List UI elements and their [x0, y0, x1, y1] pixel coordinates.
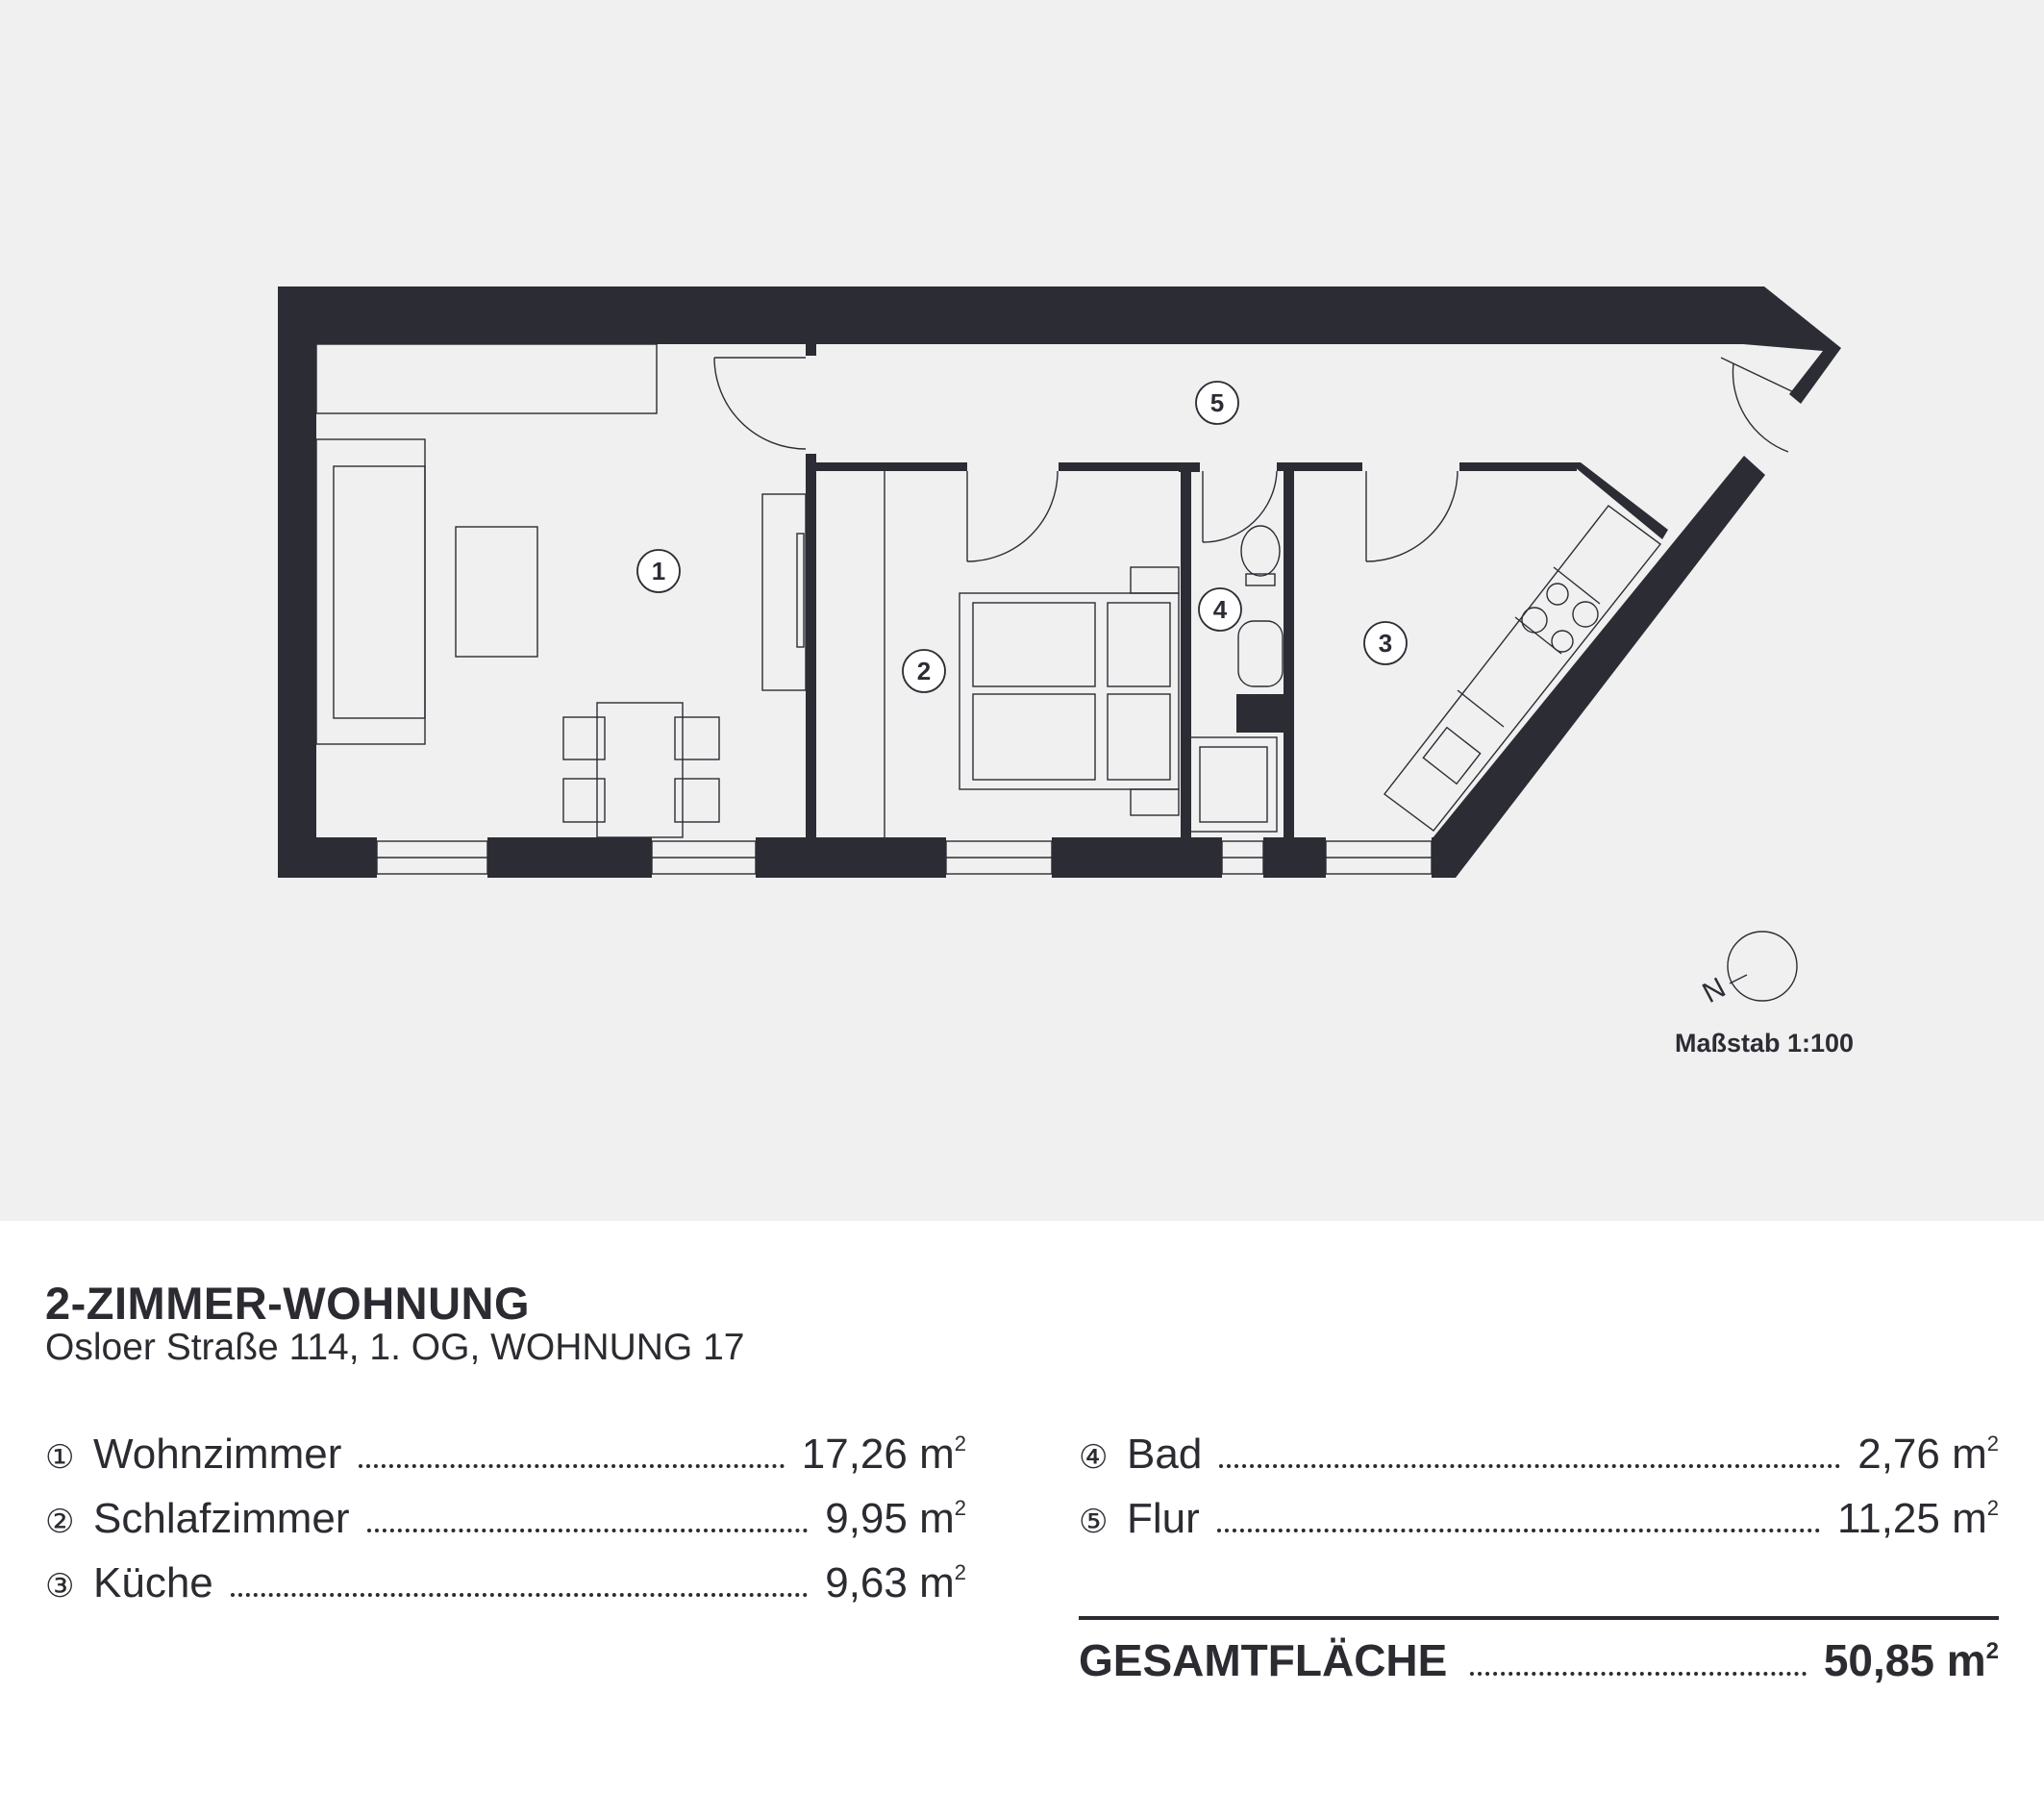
room-marker-1 — [637, 550, 680, 592]
svg-text:4: 4 — [1212, 595, 1228, 624]
sink — [1238, 621, 1283, 686]
dot-leader — [1217, 1529, 1820, 1532]
living-room-furniture — [316, 344, 806, 837]
chair — [675, 717, 719, 759]
chair — [563, 717, 605, 759]
total-label: GESAMTFLÄCHE — [1079, 1635, 1448, 1685]
room-name: Schlafzimmer — [93, 1495, 350, 1542]
room-marker-label: ⑤ — [1079, 1503, 1109, 1541]
stove-burner — [1522, 608, 1547, 633]
apartment-info — [0, 1221, 2044, 1817]
room-name: Flur — [1127, 1495, 1200, 1542]
svg-text:5: 5 — [1209, 388, 1225, 417]
room-marker-label: ③ — [45, 1567, 75, 1605]
wall-bottom-seg — [278, 837, 377, 878]
room-area: 17,26 $m^2$ — [801, 1431, 966, 1478]
svg-text:2: 2 — [916, 657, 932, 685]
pillow — [1108, 603, 1170, 686]
room-area: 9,63 $m^2$ — [825, 1559, 966, 1606]
total-area-row — [1079, 1634, 1999, 1686]
stove-burner — [1573, 602, 1598, 627]
room-marker-5 — [1196, 382, 1238, 424]
svg-text:3: 3 — [1378, 629, 1393, 658]
compass-icon — [1697, 932, 1797, 1009]
compass-north-letter: N — [1697, 971, 1732, 1010]
coffee-table — [456, 527, 537, 657]
wall-bottom-seg — [1263, 837, 1326, 878]
toilet — [1241, 526, 1280, 576]
dot-leader — [359, 1464, 784, 1468]
room-marker-2 — [903, 650, 945, 692]
apartment-address: Osloer Straße 114, 1. OG, WOHNUNG 17 — [45, 1327, 745, 1368]
dot-leader — [231, 1593, 808, 1597]
room-marker-label: ① — [45, 1438, 75, 1477]
doors — [714, 358, 1798, 561]
wall-left — [278, 286, 316, 878]
room-row-kueche — [45, 1559, 966, 1607]
apartment-title: 2-ZIMMER-WOHNUNG — [45, 1278, 531, 1329]
wall-top — [278, 286, 1841, 404]
total-divider — [1079, 1616, 1999, 1620]
pillow — [973, 694, 1095, 780]
wall-bottom-seg — [1432, 837, 1456, 878]
room-area: 2,76 $m^2$ — [1857, 1431, 1999, 1478]
room-name: Küche — [93, 1559, 213, 1606]
stove-burner — [1547, 584, 1568, 605]
svg-text:1: 1 — [651, 557, 666, 585]
room-area: 11,25 $m^2$ — [1837, 1495, 1999, 1542]
bathroom-fixtures — [1190, 526, 1283, 832]
nightstand — [1131, 789, 1179, 815]
shower — [1190, 737, 1277, 832]
wall-bottom-seg — [1052, 837, 1222, 878]
room-marker-3 — [1364, 622, 1407, 664]
room-row-bad — [1079, 1431, 1999, 1479]
room-row-schlafzimmer — [45, 1495, 966, 1543]
dining-table — [597, 703, 683, 837]
dot-leader — [367, 1529, 809, 1532]
sofa — [316, 439, 425, 744]
pillow — [1108, 694, 1170, 780]
room-marker-label: ② — [45, 1503, 75, 1541]
room-name: Wohnzimmer — [93, 1431, 342, 1478]
room-marker-label: ④ — [1079, 1438, 1109, 1477]
room-row-flur — [1079, 1495, 1999, 1543]
room-area: 9,95 $m^2$ — [825, 1495, 966, 1542]
chair — [675, 779, 719, 822]
kitchen-sink — [1423, 728, 1480, 784]
bed — [960, 593, 1179, 789]
room-marker-4 — [1199, 588, 1241, 631]
dot-leader — [1219, 1464, 1840, 1468]
nightstand — [1131, 567, 1179, 593]
room-row-wohnzimmer — [45, 1431, 966, 1479]
total-area: 50,85 $m^2$ — [1823, 1635, 1999, 1685]
room-name: Bad — [1127, 1431, 1203, 1478]
tv-unit — [762, 494, 806, 690]
dot-leader — [1470, 1672, 1807, 1676]
wall-bottom-seg — [756, 837, 946, 878]
scale-label: Maßstab 1:100 — [1674, 1029, 1855, 1058]
stove-burner — [1552, 631, 1573, 652]
wall-bottom-seg — [487, 837, 652, 878]
chair — [563, 779, 605, 822]
pillow — [973, 603, 1095, 686]
sideboard — [316, 344, 657, 413]
